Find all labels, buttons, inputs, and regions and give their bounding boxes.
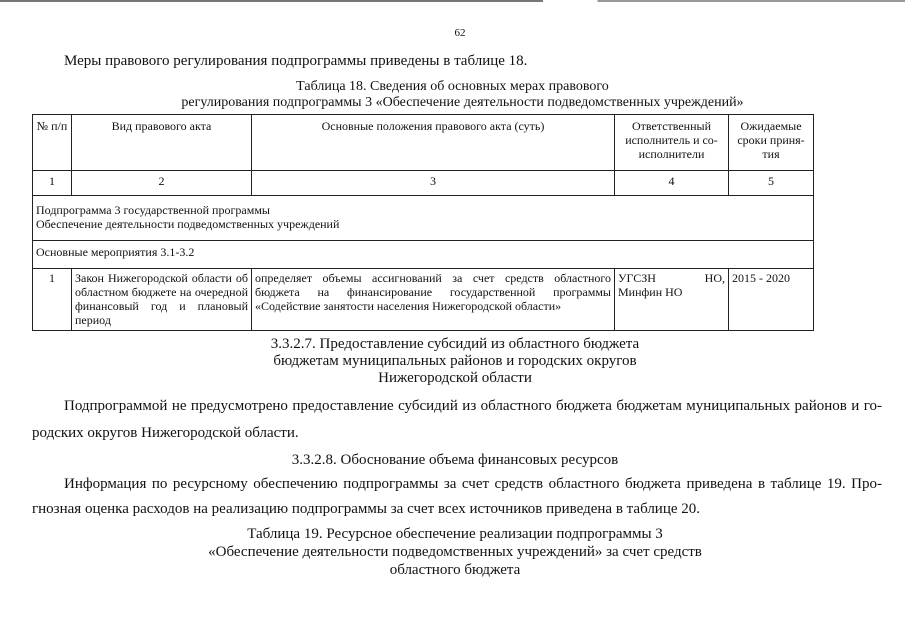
- section-3327-heading-line2: бюджетам муниципальных районов и городских округов: [273, 353, 637, 369]
- table18-header-cell: Вид правового акта: [72, 115, 252, 171]
- table18-header-cell: № п/п: [33, 115, 72, 171]
- terms-cell: 2015 - 2020: [729, 269, 814, 331]
- table18-section-row: [33, 196, 814, 241]
- row-number-cell: 1: [33, 269, 72, 331]
- section-3327-body-line2: родских округов Нижегородской области.: [32, 425, 299, 441]
- table18-number-cell: 4: [615, 171, 729, 196]
- table18-header-cell: Ожидаемые сроки приня-тия: [729, 115, 814, 171]
- page-number: 62: [454, 27, 466, 39]
- table18-header-cell: Основные положения правового акта (суть): [252, 115, 615, 171]
- section-title-line1: Подпрограмма 3 государственной программы: [36, 203, 270, 217]
- table-row: [33, 269, 814, 331]
- intro-paragraph: Меры правового регулирования подпрограммы приведены в таблице 18.: [64, 53, 528, 69]
- scan-edge: [0, 0, 905, 2]
- table19-caption-line2: «Обеспечение деятельности подведомственных учреждений» за счет средств: [208, 544, 702, 560]
- section-3327-body-line1: Подпрограммой не предусмотрено предоставление субсидий из областного бюджета бюджетам муниципальных районов и го-: [64, 398, 882, 414]
- section-3328-heading: 3.3.2.8. Обоснование объема финансовых ресурсов: [291, 452, 619, 468]
- table18-number-cell: 3: [252, 171, 615, 196]
- act-essence-cell: определяет объемы ассигнований за счет средств областного бюджета на финансирование государственной программы «Содействие занятости населения Нижегородской области»: [252, 269, 615, 331]
- table19-caption-line3: областного бюджета: [389, 562, 521, 578]
- section-title-line2: Обеспечение деятельности подведомственных учреждений: [36, 217, 340, 231]
- table18-caption-line1: Таблица 18. Сведения об основных мерах правового: [296, 79, 609, 94]
- table18-number-cell: 2: [72, 171, 252, 196]
- table18-header-row: [33, 115, 814, 171]
- section-3328-body-line2: гнозная оценка расходов на реализацию подпрограммы за счет всех источников приведена в таблице 20.: [32, 501, 701, 517]
- table18: [32, 114, 814, 331]
- executor-cell: УГСЗН НО, Минфин НО: [615, 269, 729, 331]
- table18-number-cell: 1: [33, 171, 72, 196]
- table18-events-cell: Основные мероприятия 3.1-3.2: [33, 241, 814, 269]
- table18-number-cell: 5: [729, 171, 814, 196]
- table19-caption-line1: Таблица 19. Ресурсное обеспечение реализации подпрограммы 3: [247, 526, 663, 542]
- section-3327-heading-line1: 3.3.2.7. Предоставление субсидий из областного бюджета: [270, 336, 640, 352]
- table18-caption-line2: регулирования подпрограммы 3 «Обеспечение деятельности подведомственных учреждений»: [181, 95, 744, 110]
- table18-header-cell: Ответственный исполнитель и со-исполнители: [615, 115, 729, 171]
- table18-section-cell: [33, 196, 814, 241]
- table18-number-row: [33, 171, 814, 196]
- legal-act-cell: Закон Нижегородской области об областном бюджете на очередной финансовый год и плановый период: [72, 269, 252, 331]
- section-3327-heading-line3: Нижегородской области: [378, 370, 532, 386]
- section-3328-body-line1: Информация по ресурсному обеспечению подпрограммы за счет средств областного бюджета приведена в таблице 19. Про-: [64, 476, 882, 492]
- table18-events-row: [33, 241, 814, 269]
